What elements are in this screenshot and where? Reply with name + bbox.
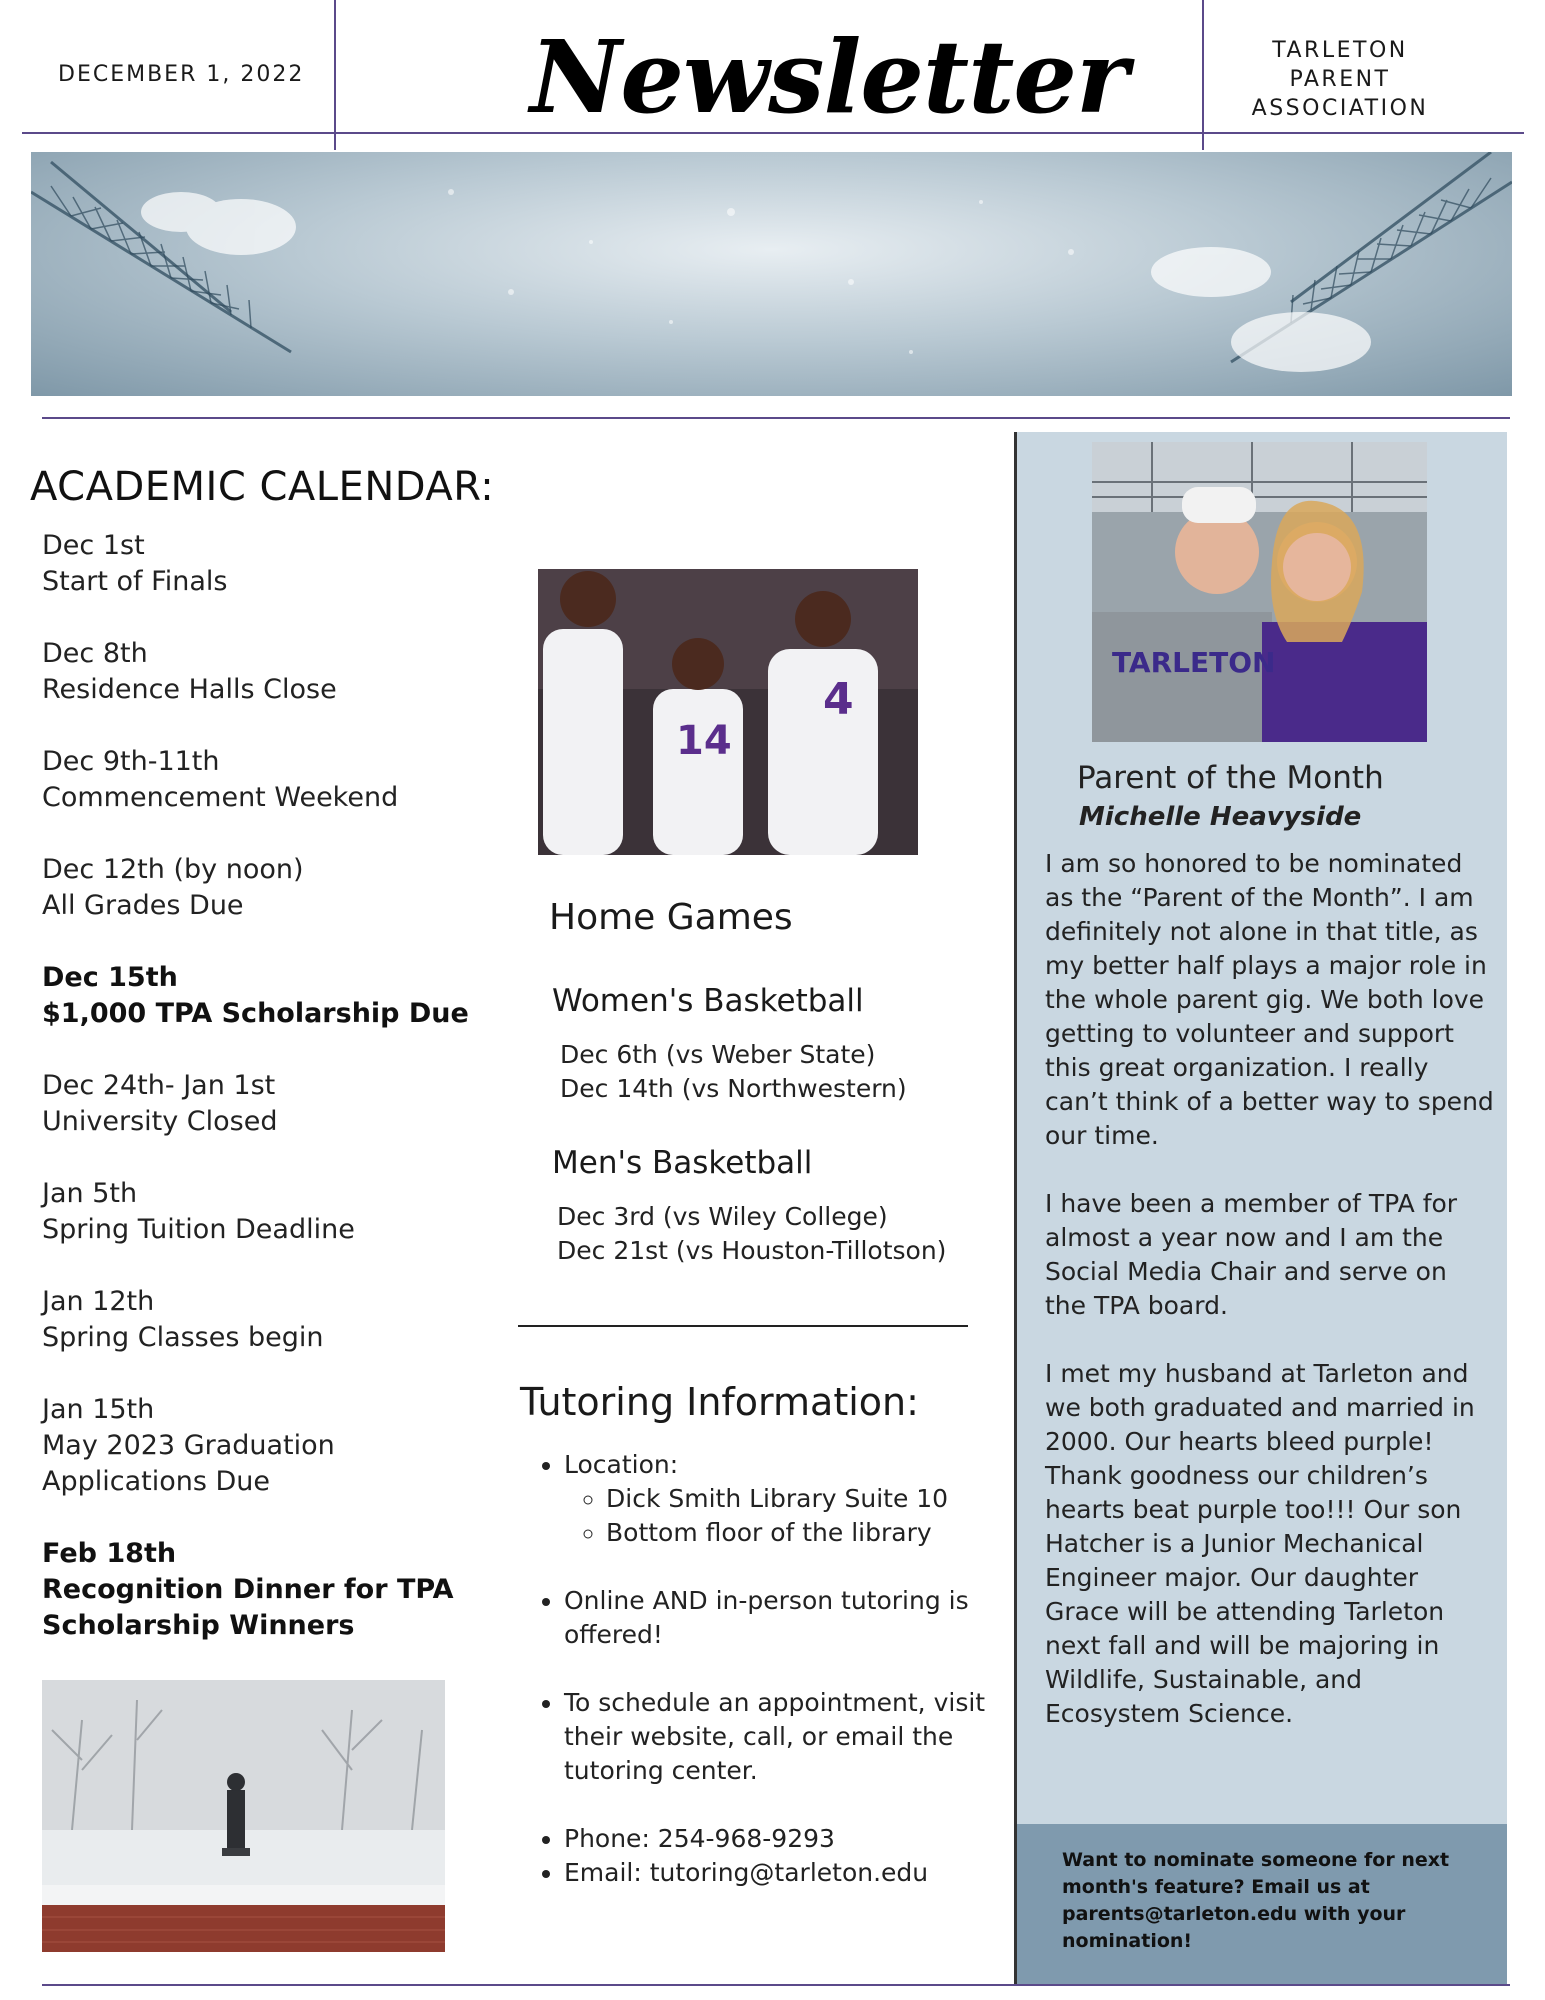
calendar-date: Dec 12th (by noon) [42, 854, 304, 885]
calendar-date: Dec 24th- Jan 1st [42, 1070, 276, 1101]
calendar-item [42, 852, 502, 924]
location-label: Location: [564, 1450, 679, 1479]
home-games-heading: Home Games [549, 897, 793, 938]
womens-basketball-heading: Women's Basketball [552, 983, 864, 1019]
basketball-team-photo [538, 569, 918, 855]
header-divider-right [1202, 0, 1204, 150]
calendar-item [42, 1536, 502, 1644]
calendar-item [42, 1176, 502, 1248]
calendar-event: Start of Finals [42, 566, 228, 597]
parent-of-month-heading: Parent of the Month [1077, 760, 1384, 796]
calendar-event: Spring Tuition Deadline [42, 1214, 355, 1245]
sweatshirt-text: TARLETON [1112, 646, 1276, 679]
tutoring-location [564, 1448, 990, 1550]
jersey-number: 4 [823, 674, 854, 725]
organization-name [1230, 36, 1450, 123]
tutoring-email: • Email: tutoring@tarleton.edu [564, 1856, 990, 1890]
jersey-number: 14 [676, 718, 732, 764]
org-line: PARENT [1289, 67, 1391, 92]
winter-pine-banner [31, 152, 1512, 396]
calendar-list [42, 528, 502, 1680]
pine-branches-illustration [31, 152, 1512, 396]
game-line: Dec 6th (vs Weber State) [560, 1040, 876, 1069]
location-detail: ◦ Bottom floor of the library [606, 1516, 990, 1550]
calendar-event: $1,000 TPA Scholarship Due [42, 998, 469, 1029]
page-title: Newsletter [530, 18, 1128, 136]
tutoring-schedule: • To schedule an appointment, visit their website, call, or email the tutoring center. [564, 1686, 990, 1788]
calendar-item [42, 960, 502, 1032]
calendar-item [42, 744, 502, 816]
tutoring-heading: Tutoring Information: [520, 1380, 919, 1424]
calendar-item [42, 1284, 502, 1356]
parent-photo [1092, 442, 1427, 742]
calendar-date: Jan 5th [42, 1178, 138, 1209]
game-line: Dec 21st (vs Houston-Tillotson) [557, 1236, 947, 1265]
footer-rule [42, 1984, 1510, 1986]
calendar-date: Dec 9th-11th [42, 746, 220, 777]
tutoring-phone: • Phone: 254-968-9293 [564, 1822, 990, 1856]
calendar-date: Dec 8th [42, 638, 148, 669]
tutoring-online: • Online AND in-person tutoring is offered! [564, 1584, 990, 1652]
calendar-event: All Grades Due [42, 890, 244, 921]
calendar-event: University Closed [42, 1106, 278, 1137]
calendar-event: Commencement Weekend [42, 782, 399, 813]
game-line: Dec 14th (vs Northwestern) [560, 1074, 907, 1103]
calendar-date: Jan 12th [42, 1286, 155, 1317]
header-divider-left [334, 0, 336, 150]
calendar-event: Residence Halls Close [42, 674, 337, 705]
location-detail: ◦ Dick Smith Library Suite 10 [606, 1482, 990, 1516]
calendar-item [42, 528, 502, 600]
calendar-item [42, 1068, 502, 1140]
org-line: TARLETON [1272, 38, 1408, 63]
calendar-event: Scholarship Winners [42, 1610, 355, 1641]
column-divider-rule [518, 1325, 968, 1327]
section-rule [42, 417, 1510, 419]
parent-of-month-story [1045, 847, 1495, 1765]
mens-basketball-heading: Men's Basketball [552, 1145, 813, 1181]
calendar-event: Recognition Dinner for TPA [42, 1574, 454, 1605]
calendar-event: Applications Due [42, 1466, 271, 1497]
calendar-event: May 2023 Graduation [42, 1430, 335, 1461]
story-paragraph: I have been a member of TPA for almost a year now and I am the Social Media Chair and serve on the TPA board. [1045, 1189, 1458, 1320]
game-line: Dec 3rd (vs Wiley College) [557, 1202, 888, 1231]
tutoring-info-list [530, 1448, 990, 1890]
calendar-item [42, 636, 502, 708]
parent-of-month-name: Michelle Heavyside [1079, 802, 1362, 832]
calendar-date: Jan 15th [42, 1394, 155, 1425]
calendar-date: Feb 18th [42, 1538, 177, 1569]
calendar-date: Dec 15th [42, 962, 178, 993]
story-paragraph: I am so honored to be nominated as the “Parent of the Month”. I am definitely not alone in that title, as my better half plays a major role in the whole parent gig. We both love getting to volunteer and support this great organization. I really can’t think of a better way to spend our time. [1045, 849, 1494, 1150]
panel-left-border [1014, 432, 1017, 1984]
story-paragraph: I met my husband at Tarleton and we both graduated and married in 2000. Our hearts bleed purple! Thank goodness our children’s hearts beat purple too!!! Our son Hatcher is a Junior Mechanical Engineer major. Our daughter Grace will be attending Tarleton next fall and will be majoring in Wildlife, Sustainable, and Ecosystem Science. [1045, 1359, 1475, 1728]
calendar-item [42, 1392, 502, 1500]
calendar-date: Dec 1st [42, 530, 145, 561]
snowy-campus-photo [42, 1680, 445, 1952]
calendar-event: Spring Classes begin [42, 1322, 324, 1353]
calendar-heading: ACADEMIC CALENDAR: [30, 464, 495, 510]
nominate-text: Want to nominate someone for next month's feature? Email us at parents@tarleton.edu with your nomination! [1062, 1849, 1450, 1952]
issue-date: DECEMBER 1, 2022 [58, 62, 305, 87]
org-line: ASSOCIATION [1251, 96, 1429, 121]
